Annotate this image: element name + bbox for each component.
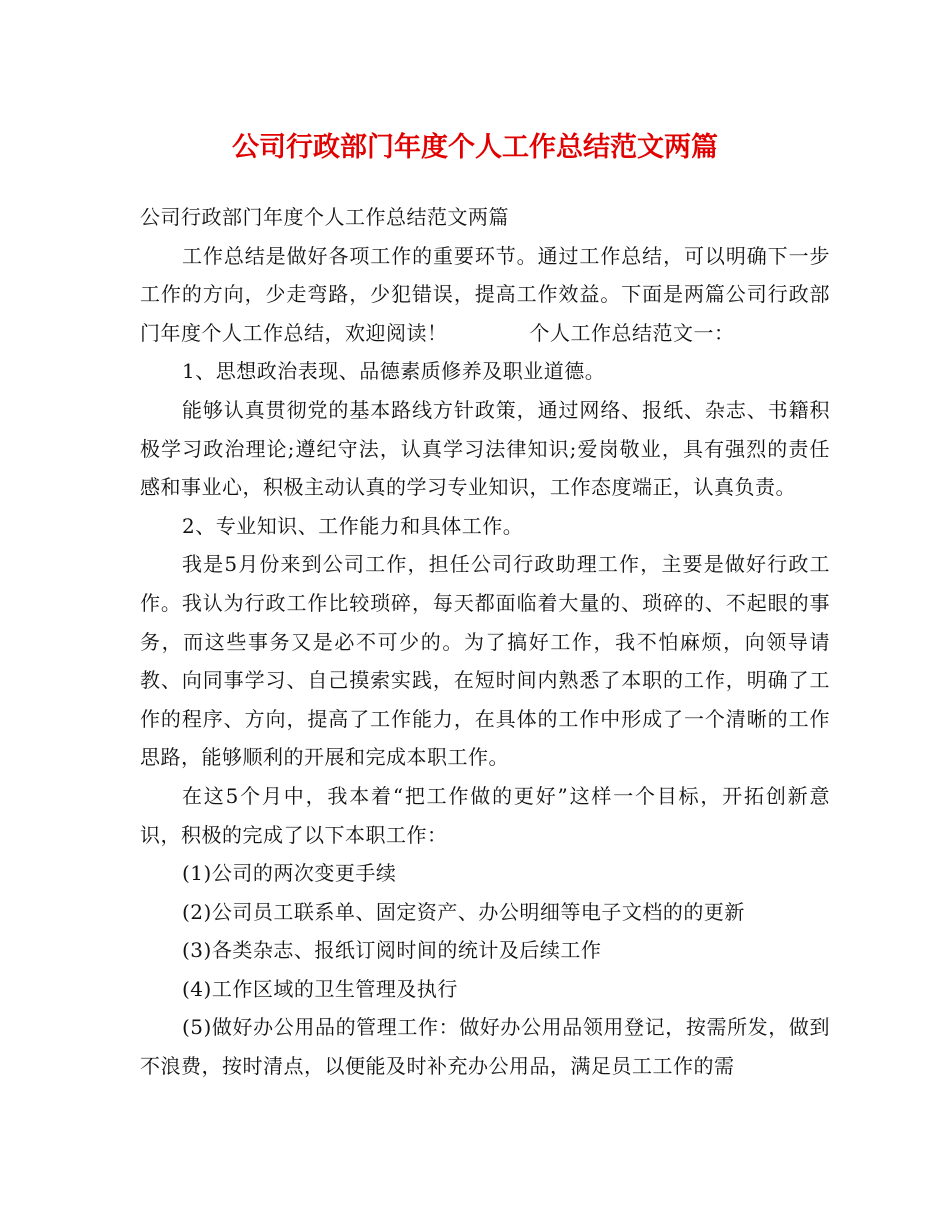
body-paragraph: 在这5个月中，我本着“把工作做的更好”这样一个目标，开拓创新意识，积极的完成了以下本职工作： (140, 783, 830, 847)
document-title: 公司行政部门年度个人工作总结范文两篇 (232, 132, 718, 163)
list-item: (2)公司员工联系单、固定资产、办公明细等电子文档的的更新 (182, 899, 745, 924)
list-item: (5)做好办公用品的管理工作：做好办公用品领用登记，按需所发，做到不浪费，按时清点，以便能及时补充办公用品，满足员工工作的需 (140, 1015, 830, 1079)
list-item: (3)各类杂志、报纸订阅时间的统计及后续工作 (182, 938, 602, 963)
section-heading-2: 2、专业知识、工作能力和具体工作。 (182, 513, 524, 538)
document-body (140, 198, 830, 1086)
body-paragraph: 能够认真贯彻党的基本路线方针政策，通过网络、报纸、杂志、书籍积极学习政治理论;遵纪守法，认真学习法律知识;爱岗敬业，具有强烈的责任感和事业心，积极主动认真的学习专业知识，工作态度端正，认真负责。 (140, 397, 830, 500)
list-item: (1)公司的两次变更手续 (182, 861, 397, 886)
intro-paragraph: 工作总结是做好各项工作的重要环节。通过工作总结，可以明确下一步工作的方向，少走弯路，少犯错误，提高工作效益。下面是两篇公司行政部门年度个人工作总结，欢迎阅读！ 个人工作总结范文一： (140, 243, 830, 345)
body-paragraph: 我是5月份来到公司工作，担任公司行政助理工作，主要是做好行政工作。我认为行政工作比较琐碎，每天都面临着大量的、琐碎的、不起眼的事务，而这些事务又是必不可少的。为了搞好工作，我不怕麻烦，向领导请教、向同事学习、自己摸索实践，在短时间内熟悉了本职的工作，明确了工作的程序、方向，提高了工作能力，在具体的工作中形成了一个清晰的工作思路，能够顺利的开展和完成本职工作。 (140, 552, 830, 770)
list-item: (4)工作区域的卫生管理及执行 (182, 976, 458, 1001)
section-heading-1: 1、思想政治表现、品德素质修养及职业道德。 (182, 359, 606, 384)
subtitle-paragraph: 公司行政部门年度个人工作总结范文两篇 (140, 205, 509, 229)
